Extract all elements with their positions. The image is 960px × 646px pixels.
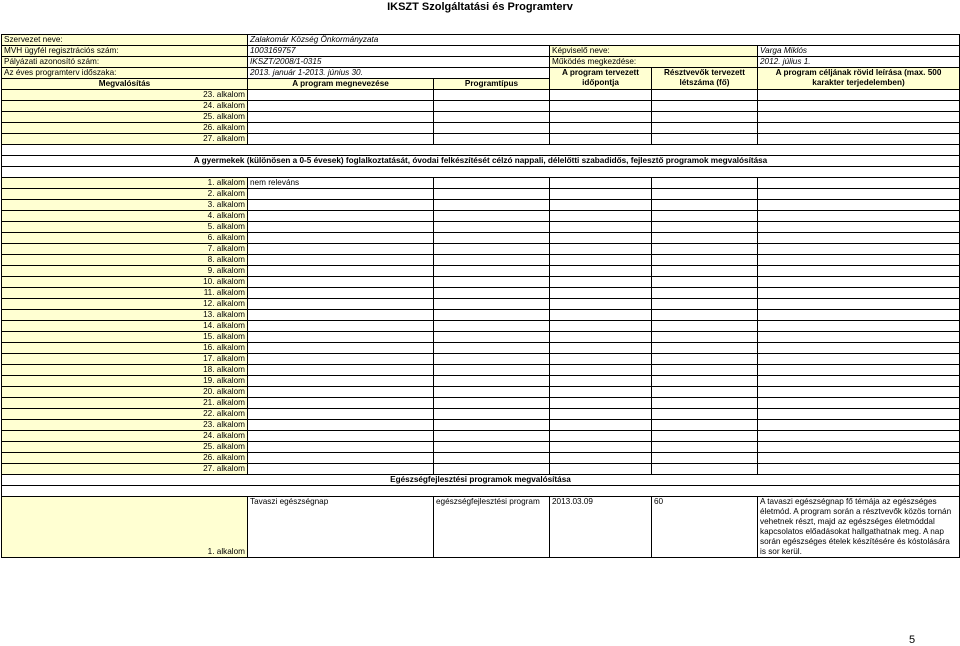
empty-cell bbox=[434, 398, 550, 409]
header-planned-date: A program tervezett időpontja bbox=[550, 68, 652, 90]
empty-cell bbox=[434, 354, 550, 365]
empty-cell bbox=[652, 442, 758, 453]
empty-cell bbox=[758, 409, 960, 420]
empty-cell bbox=[652, 354, 758, 365]
empty-cell bbox=[758, 354, 960, 365]
empty-cell bbox=[550, 112, 652, 123]
empty-cell bbox=[434, 420, 550, 431]
empty-cell bbox=[434, 299, 550, 310]
empty-cell bbox=[248, 453, 434, 464]
empty-cell bbox=[652, 123, 758, 134]
empty-cell bbox=[652, 222, 758, 233]
occasion-label: 19. alkalom bbox=[2, 376, 248, 387]
occasion-label: 25. alkalom bbox=[2, 442, 248, 453]
empty-cell bbox=[248, 387, 434, 398]
empty-cell bbox=[758, 189, 960, 200]
empty-cell bbox=[434, 200, 550, 211]
empty-cell bbox=[758, 431, 960, 442]
empty-cell bbox=[248, 299, 434, 310]
empty-cell bbox=[652, 211, 758, 222]
occasion-row bbox=[2, 200, 960, 211]
empty-cell bbox=[758, 442, 960, 453]
occasion-row bbox=[2, 376, 960, 387]
empty-cell bbox=[652, 299, 758, 310]
occasion-label: 23. alkalom bbox=[2, 420, 248, 431]
page-title: IKSZT Szolgáltatási és Programterv bbox=[387, 1, 573, 13]
occasion-label: 13. alkalom bbox=[2, 310, 248, 321]
empty-cell bbox=[248, 101, 434, 112]
occasion-label: 27. alkalom bbox=[2, 134, 248, 145]
empty-cell bbox=[550, 178, 652, 189]
occasion-row bbox=[2, 299, 960, 310]
empty-cell bbox=[248, 134, 434, 145]
empty-cell bbox=[652, 310, 758, 321]
empty-cell bbox=[652, 431, 758, 442]
empty-cell bbox=[434, 211, 550, 222]
occasion-label: 11. alkalom bbox=[2, 288, 248, 299]
empty-cell bbox=[758, 277, 960, 288]
occasion-label: 25. alkalom bbox=[2, 112, 248, 123]
occasion-label: 14. alkalom bbox=[2, 321, 248, 332]
header-program-type: Programtípus bbox=[434, 79, 550, 90]
occasion-row bbox=[2, 277, 960, 288]
occasion-label: 15. alkalom bbox=[2, 332, 248, 343]
occasion-label: 5. alkalom bbox=[2, 222, 248, 233]
empty-cell bbox=[550, 90, 652, 101]
empty-cell bbox=[248, 332, 434, 343]
empty-cell bbox=[550, 189, 652, 200]
empty-cell bbox=[248, 222, 434, 233]
spacer-cell bbox=[2, 486, 960, 497]
empty-cell bbox=[652, 453, 758, 464]
mvh-value: 1003169757 bbox=[248, 46, 550, 57]
empty-cell bbox=[550, 288, 652, 299]
empty-cell bbox=[434, 365, 550, 376]
empty-cell bbox=[550, 211, 652, 222]
occasion-label: 20. alkalom bbox=[2, 387, 248, 398]
empty-cell bbox=[434, 409, 550, 420]
empty-cell bbox=[248, 442, 434, 453]
section-title-row bbox=[2, 475, 960, 486]
occasion-label: 22. alkalom bbox=[2, 409, 248, 420]
rep-label: Képviselő neve: bbox=[550, 46, 758, 57]
health-program-date: 2013.03.09 bbox=[550, 497, 652, 558]
empty-cell bbox=[550, 332, 652, 343]
empty-cell bbox=[550, 409, 652, 420]
empty-cell bbox=[652, 244, 758, 255]
empty-cell bbox=[758, 200, 960, 211]
empty-cell bbox=[248, 354, 434, 365]
empty-cell bbox=[550, 233, 652, 244]
occasion-row bbox=[2, 288, 960, 299]
empty-cell bbox=[550, 277, 652, 288]
occasion-label: 7. alkalom bbox=[2, 244, 248, 255]
empty-cell bbox=[434, 277, 550, 288]
empty-cell bbox=[248, 244, 434, 255]
empty-cell bbox=[550, 266, 652, 277]
empty-cell bbox=[248, 255, 434, 266]
empty-cell bbox=[550, 453, 652, 464]
occasion-row bbox=[2, 453, 960, 464]
header-realization: Megvalósítás bbox=[2, 79, 248, 90]
empty-cell bbox=[652, 277, 758, 288]
occasion-label: 21. alkalom bbox=[2, 398, 248, 409]
empty-cell bbox=[652, 233, 758, 244]
empty-cell bbox=[652, 409, 758, 420]
empty-cell bbox=[652, 387, 758, 398]
empty-cell bbox=[758, 420, 960, 431]
occasion-row bbox=[2, 244, 960, 255]
mvh-label: MVH ügyfél regisztrációs szám: bbox=[2, 46, 248, 57]
empty-cell bbox=[248, 321, 434, 332]
empty-cell bbox=[248, 90, 434, 101]
empty-cell bbox=[550, 123, 652, 134]
empty-cell bbox=[550, 299, 652, 310]
occasion-row bbox=[2, 365, 960, 376]
empty-cell bbox=[550, 387, 652, 398]
section-title-row bbox=[2, 156, 960, 167]
occasion-row bbox=[2, 464, 960, 475]
empty-cell bbox=[652, 112, 758, 123]
mvh-row bbox=[2, 46, 960, 57]
empty-cell bbox=[550, 101, 652, 112]
empty-cell bbox=[434, 332, 550, 343]
occasion-row bbox=[2, 266, 960, 277]
empty-cell bbox=[758, 123, 960, 134]
occasion-row bbox=[2, 123, 960, 134]
empty-cell bbox=[550, 222, 652, 233]
empty-cell bbox=[434, 453, 550, 464]
occasion-row bbox=[2, 255, 960, 266]
empty-cell bbox=[758, 222, 960, 233]
empty-cell bbox=[248, 233, 434, 244]
start-value: 2012. július 1. bbox=[758, 57, 960, 68]
occasion-row bbox=[2, 420, 960, 431]
empty-cell bbox=[758, 387, 960, 398]
occasion-label: 26. alkalom bbox=[2, 453, 248, 464]
occasion-label: 1. alkalom bbox=[2, 497, 248, 558]
header-participants: Résztvevők tervezett létszáma (fő) bbox=[652, 68, 758, 90]
empty-cell bbox=[758, 310, 960, 321]
health-program-row bbox=[2, 497, 960, 558]
page-number: 5 bbox=[909, 634, 916, 646]
empty-cell bbox=[758, 332, 960, 343]
spacer-row bbox=[2, 486, 960, 497]
empty-cell bbox=[758, 178, 960, 189]
occasion-row bbox=[2, 178, 960, 189]
empty-cell bbox=[434, 222, 550, 233]
occasion-row bbox=[2, 387, 960, 398]
app-label: Pályázati azonosító szám: bbox=[2, 57, 248, 68]
program-plan-table bbox=[1, 34, 960, 558]
empty-cell bbox=[248, 112, 434, 123]
empty-cell bbox=[652, 376, 758, 387]
empty-cell bbox=[758, 376, 960, 387]
empty-cell bbox=[550, 255, 652, 266]
occasion-row bbox=[2, 233, 960, 244]
children-section-title: A gyermekek (különösen a 0-5 évesek) foglalkoztatását, óvodai felkészítését célzó nappali, délelőtti szabadidős, fejlesztő programok megvalósítása bbox=[2, 156, 960, 167]
empty-cell bbox=[652, 90, 758, 101]
empty-cell bbox=[652, 343, 758, 354]
period-label: Az éves programterv időszaka: bbox=[2, 68, 248, 79]
empty-cell bbox=[434, 134, 550, 145]
empty-cell bbox=[434, 244, 550, 255]
empty-cell bbox=[550, 343, 652, 354]
occasion-row bbox=[2, 222, 960, 233]
empty-cell bbox=[652, 134, 758, 145]
occasion-label: 23. alkalom bbox=[2, 90, 248, 101]
empty-cell bbox=[758, 365, 960, 376]
empty-cell bbox=[652, 420, 758, 431]
empty-cell bbox=[550, 398, 652, 409]
empty-cell bbox=[434, 112, 550, 123]
empty-cell bbox=[434, 178, 550, 189]
header-program-name: A program megnevezése bbox=[248, 79, 434, 90]
empty-cell bbox=[248, 189, 434, 200]
empty-cell bbox=[434, 442, 550, 453]
spacer-row bbox=[2, 145, 960, 156]
empty-cell bbox=[758, 211, 960, 222]
empty-cell bbox=[652, 321, 758, 332]
spacer-cell bbox=[2, 167, 960, 178]
empty-cell bbox=[248, 288, 434, 299]
empty-cell bbox=[248, 200, 434, 211]
occasion-label: 17. alkalom bbox=[2, 354, 248, 365]
top-occasions-group bbox=[2, 90, 960, 145]
empty-cell bbox=[434, 189, 550, 200]
occasion-row bbox=[2, 134, 960, 145]
occasion-row bbox=[2, 90, 960, 101]
empty-cell bbox=[434, 266, 550, 277]
empty-cell bbox=[758, 90, 960, 101]
empty-cell bbox=[758, 266, 960, 277]
empty-cell bbox=[248, 376, 434, 387]
occasion-row bbox=[2, 211, 960, 222]
empty-cell bbox=[434, 255, 550, 266]
empty-cell bbox=[652, 200, 758, 211]
empty-cell bbox=[434, 90, 550, 101]
empty-cell bbox=[550, 354, 652, 365]
empty-cell bbox=[248, 266, 434, 277]
empty-cell bbox=[248, 464, 434, 475]
org-label: Szervezet neve: bbox=[2, 35, 248, 46]
occasion-label: 6. alkalom bbox=[2, 233, 248, 244]
empty-cell bbox=[652, 255, 758, 266]
empty-cell bbox=[550, 310, 652, 321]
period-row bbox=[2, 68, 960, 79]
health-program-participants: 60 bbox=[652, 497, 758, 558]
empty-cell bbox=[652, 398, 758, 409]
spacer-cell bbox=[2, 145, 960, 156]
occasion-label: 2. alkalom bbox=[2, 189, 248, 200]
empty-cell bbox=[434, 387, 550, 398]
occasion-row bbox=[2, 189, 960, 200]
empty-cell bbox=[434, 431, 550, 442]
empty-cell bbox=[550, 376, 652, 387]
occasion-label: 12. alkalom bbox=[2, 299, 248, 310]
occasion-row bbox=[2, 101, 960, 112]
empty-cell bbox=[434, 123, 550, 134]
org-row bbox=[2, 35, 960, 46]
empty-cell bbox=[248, 343, 434, 354]
not-relevant-note: nem releváns bbox=[248, 178, 434, 189]
rep-value: Varga Miklós bbox=[758, 46, 960, 57]
occasion-label: 8. alkalom bbox=[2, 255, 248, 266]
occasion-row bbox=[2, 398, 960, 409]
occasion-row bbox=[2, 310, 960, 321]
occasion-row bbox=[2, 321, 960, 332]
empty-cell bbox=[758, 134, 960, 145]
empty-cell bbox=[652, 365, 758, 376]
empty-cell bbox=[550, 321, 652, 332]
children-occasions-group bbox=[2, 178, 960, 475]
header-goal: A program céljának rövid leírása (max. 500 karakter terjedelemben) bbox=[758, 68, 960, 90]
app-row bbox=[2, 57, 960, 68]
health-program-description: A tavaszi egészségnap fő témája az egészséges életmód. A program során a résztvevők közös tornán vehetnek részt, majd az egészséges életmóddal kapcsolatos előadásokat hallgathatnak meg. A nap során egészséges ételek készítésére és kóstolására is sor kerül. bbox=[758, 497, 960, 558]
start-label: Működés megkezdése: bbox=[550, 57, 758, 68]
empty-cell bbox=[758, 288, 960, 299]
occasion-label: 24. alkalom bbox=[2, 431, 248, 442]
empty-cell bbox=[550, 134, 652, 145]
occasion-row bbox=[2, 354, 960, 365]
empty-cell bbox=[758, 453, 960, 464]
empty-cell bbox=[434, 464, 550, 475]
health-program-name: Tavaszi egészségnap bbox=[248, 497, 434, 558]
occasion-row bbox=[2, 332, 960, 343]
empty-cell bbox=[758, 398, 960, 409]
app-value: IKSZT/2008/1-0315 bbox=[248, 57, 550, 68]
occasion-label: 4. alkalom bbox=[2, 211, 248, 222]
health-section-title: Egészségfejlesztési programok megvalósítása bbox=[2, 475, 960, 486]
empty-cell bbox=[434, 310, 550, 321]
occasion-label: 10. alkalom bbox=[2, 277, 248, 288]
empty-cell bbox=[758, 464, 960, 475]
empty-cell bbox=[248, 420, 434, 431]
empty-cell bbox=[652, 266, 758, 277]
empty-cell bbox=[652, 189, 758, 200]
empty-cell bbox=[248, 409, 434, 420]
empty-cell bbox=[758, 299, 960, 310]
period-value: 2013. január 1-2013. június 30. bbox=[248, 68, 550, 79]
empty-cell bbox=[248, 277, 434, 288]
occasion-row bbox=[2, 409, 960, 420]
empty-cell bbox=[434, 288, 550, 299]
occasion-row bbox=[2, 431, 960, 442]
occasion-label: 24. alkalom bbox=[2, 101, 248, 112]
empty-cell bbox=[248, 431, 434, 442]
occasion-label: 1. alkalom bbox=[2, 178, 248, 189]
empty-cell bbox=[550, 442, 652, 453]
occasion-label: 27. alkalom bbox=[2, 464, 248, 475]
empty-cell bbox=[248, 310, 434, 321]
empty-cell bbox=[758, 321, 960, 332]
empty-cell bbox=[652, 332, 758, 343]
occasion-label: 16. alkalom bbox=[2, 343, 248, 354]
empty-cell bbox=[652, 464, 758, 475]
occasion-label: 26. alkalom bbox=[2, 123, 248, 134]
empty-cell bbox=[758, 343, 960, 354]
org-value: Zalakomár Község Önkormányzata bbox=[248, 35, 960, 46]
occasion-row bbox=[2, 112, 960, 123]
empty-cell bbox=[758, 233, 960, 244]
empty-cell bbox=[550, 464, 652, 475]
spacer-row bbox=[2, 167, 960, 178]
empty-cell bbox=[248, 398, 434, 409]
empty-cell bbox=[758, 112, 960, 123]
empty-cell bbox=[758, 244, 960, 255]
empty-cell bbox=[550, 365, 652, 376]
occasion-label: 18. alkalom bbox=[2, 365, 248, 376]
health-program-type: egészségfejlesztési program bbox=[434, 497, 550, 558]
empty-cell bbox=[652, 288, 758, 299]
empty-cell bbox=[550, 420, 652, 431]
empty-cell bbox=[434, 101, 550, 112]
empty-cell bbox=[550, 200, 652, 211]
empty-cell bbox=[434, 376, 550, 387]
empty-cell bbox=[434, 343, 550, 354]
occasion-label: 9. alkalom bbox=[2, 266, 248, 277]
empty-cell bbox=[550, 431, 652, 442]
empty-cell bbox=[652, 178, 758, 189]
occasion-row bbox=[2, 442, 960, 453]
occasion-label: 3. alkalom bbox=[2, 200, 248, 211]
empty-cell bbox=[758, 255, 960, 266]
occasion-row bbox=[2, 343, 960, 354]
empty-cell bbox=[434, 321, 550, 332]
empty-cell bbox=[248, 123, 434, 134]
empty-cell bbox=[248, 365, 434, 376]
empty-cell bbox=[434, 233, 550, 244]
empty-cell bbox=[652, 101, 758, 112]
empty-cell bbox=[248, 211, 434, 222]
empty-cell bbox=[550, 244, 652, 255]
empty-cell bbox=[758, 101, 960, 112]
